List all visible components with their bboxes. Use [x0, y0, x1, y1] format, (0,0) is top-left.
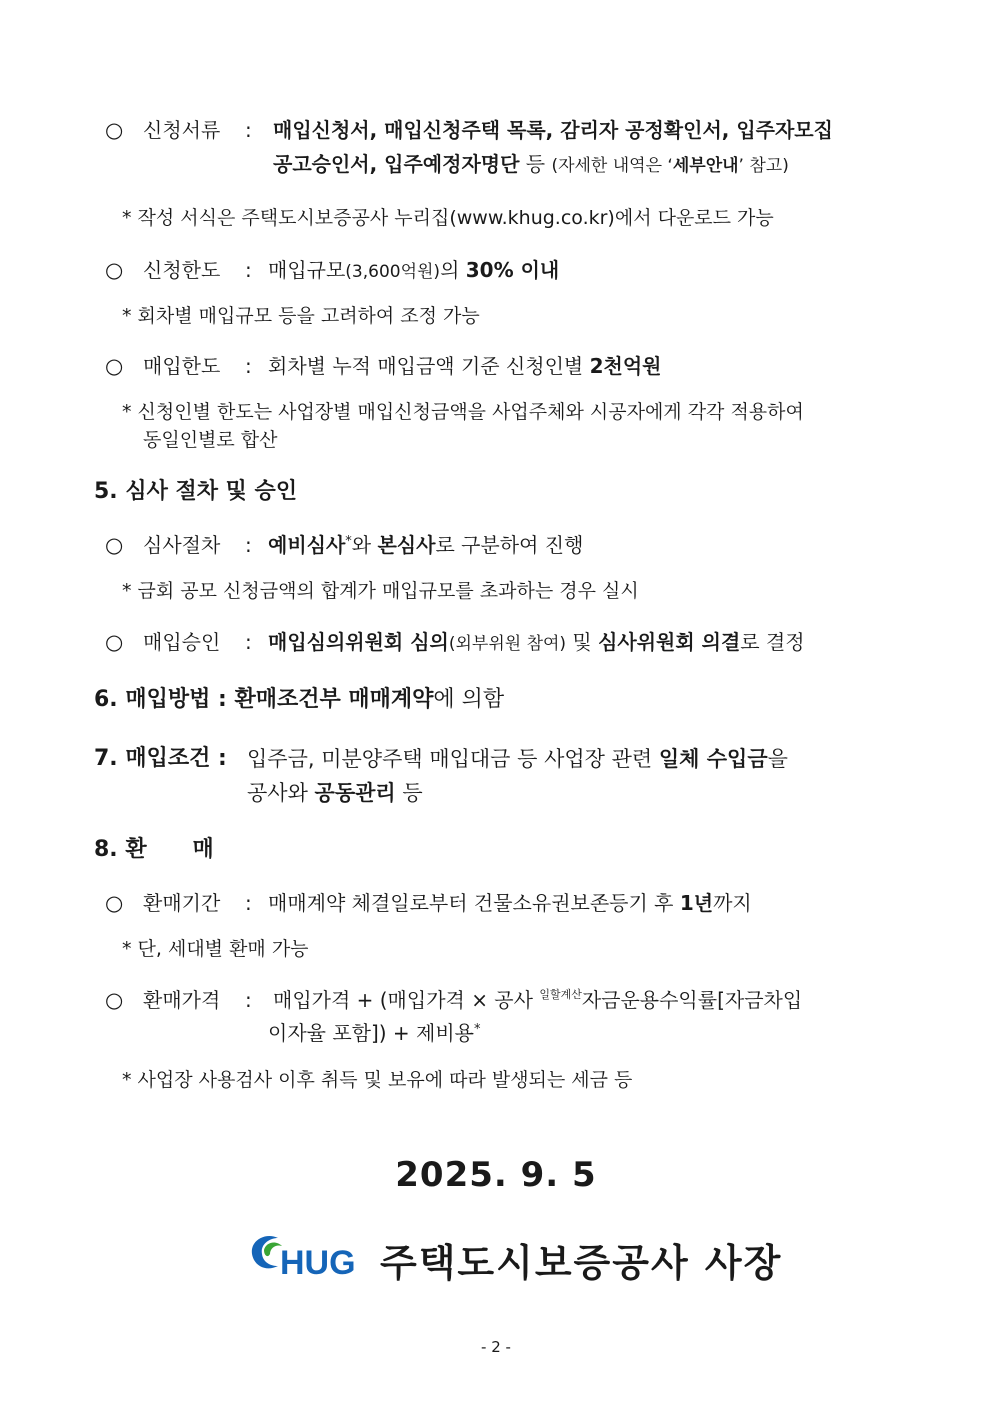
purchase-limit-value-pre: 회차별 누적 매입금액 기준 신청인별: [268, 354, 590, 378]
purchase-limit-value: [268, 352, 661, 380]
section-7-title: 7. 매입조건 :: [94, 746, 227, 771]
purchase-limit-colon: :: [245, 354, 252, 378]
limit-note: * 회차별 매입규모 등을 고려하여 조정 가능: [122, 305, 480, 327]
limit-value-paren: (3,600억원): [345, 262, 441, 282]
section-7-line1-bold: 일체 수입금: [658, 747, 768, 771]
review-label: 심사절차: [143, 533, 221, 557]
purchase-limit-value-bold: 2천억원: [589, 354, 662, 378]
purchase-limit-note-line2: 동일인별로 합산: [143, 429, 278, 451]
docs-colon: :: [245, 118, 252, 142]
purchase-limit-label: 매입한도: [143, 354, 221, 378]
price-line1: [273, 986, 802, 1018]
approval-value: [268, 628, 805, 658]
bullet-circle: ○: [105, 258, 124, 282]
section-6-heading: [94, 685, 504, 715]
section-7-line2-pre: 공사와: [247, 781, 315, 805]
purchase-limit-note-line1: * 신청인별 한도는 사업장별 매입신청금액을 사업주체와 시공자에게 각각 적용하여: [122, 401, 804, 423]
price-line2: [268, 1019, 481, 1051]
bullet-circle: ○: [105, 630, 124, 654]
bullet-circle: ○: [105, 988, 124, 1012]
price-line1-pre: 매입가격 + (매입가격 × 공사: [273, 988, 540, 1012]
hug-logo-icon: [248, 1228, 366, 1280]
limit-label: 신청한도: [143, 258, 221, 282]
price-line2-text: 이자율 포함]) + 제비용: [268, 1021, 474, 1045]
limit-value-bold: 30% 이내: [465, 258, 560, 282]
review-bold2: 본심사: [377, 533, 436, 557]
period-value-tail: 까지: [713, 891, 752, 915]
price-line2-star: *: [474, 1022, 481, 1037]
approval-paren: (외부위원 참여): [448, 634, 567, 654]
section-7-line1: [247, 745, 788, 773]
period-note: * 단, 세대별 환매 가능: [122, 938, 309, 960]
section-7-line2-tail: 등: [395, 781, 423, 805]
price-label: 환매가격: [143, 988, 221, 1012]
docs-value-line2-tail: 등: [519, 152, 546, 176]
review-star: *: [345, 534, 352, 549]
review-note: * 금회 공모 신청금액의 합계가 매입규모를 초과하는 경우 실시: [122, 580, 639, 602]
docs-value-line2-bold: 공고승인서, 입주예정자명단: [273, 152, 520, 176]
review-value: [268, 531, 583, 563]
docs-paren: (자세한 내역은 ‘: [551, 156, 673, 176]
section-7-line1-tail: 을: [767, 747, 788, 771]
bullet-circle: ○: [105, 891, 124, 915]
bullet-circle: ○: [105, 533, 124, 557]
limit-value: [268, 256, 559, 286]
section-6-title: 6. 매입방법 :: [94, 687, 227, 712]
logo-text: HUG: [280, 1244, 356, 1280]
review-mid: 와: [351, 533, 378, 557]
section-7-line2: [247, 779, 423, 807]
approval-colon: :: [245, 630, 252, 654]
document-date: 2025. 9. 5: [395, 1155, 597, 1195]
price-note: * 사업장 사용검사 이후 취득 및 보유에 따라 발생되는 세금 등: [122, 1069, 633, 1091]
section-6-bold: 환매조건부 매매계약: [234, 687, 434, 712]
docs-value-line1: 매입신청서, 매입신청주택 목록, 감리자 공정확인서, 입주자모집: [273, 118, 833, 142]
bullet-circle: ○: [105, 354, 124, 378]
bullet-circle: ○: [105, 118, 124, 142]
review-tail: 로 구분하여 진행: [435, 533, 584, 557]
limit-value-mid: 의: [440, 258, 466, 282]
docs-paren-bold: 세부안내: [672, 156, 739, 176]
approval-bold2: 심사위원회 의결: [598, 630, 741, 654]
signature-text: 주택도시보증공사 사장: [380, 1241, 783, 1285]
price-line1-sup: 일할계산: [539, 988, 582, 1001]
period-value-bold: 1년: [679, 891, 714, 915]
docs-note: * 작성 서식은 주택도시보증공사 누리집(www.khug.co.kr)에서 다운로드 가능: [122, 207, 774, 229]
price-line1-tail: 자금운용수익률[자금차입: [581, 988, 803, 1012]
section-7-line1-pre: 입주금, 미분양주택 매입대금 등 사업장 관련: [247, 747, 659, 771]
limit-value-pre: 매입규모: [268, 258, 346, 282]
page-number: - 2 -: [481, 1338, 511, 1356]
docs-label: 신청서류: [143, 118, 221, 142]
docs-paren-end: ’ 참고): [738, 156, 789, 176]
approval-label: 매입승인: [143, 630, 221, 654]
approval-bold1: 매입심의위원회 심의: [268, 630, 449, 654]
review-colon: :: [245, 533, 252, 557]
period-value: [268, 889, 752, 917]
section-5-heading: 5. 심사 절차 및 승인: [94, 479, 298, 504]
section-8-heading: 8. 환 매: [94, 837, 214, 862]
period-colon: :: [245, 891, 252, 915]
period-value-pre: 매매계약 체결일로부터 건물소유권보존등기 후: [268, 891, 680, 915]
approval-tail: 로 결정: [740, 630, 805, 654]
period-label: 환매기간: [143, 891, 221, 915]
section-6-tail: 에 의함: [433, 687, 505, 712]
review-bold1: 예비심사: [268, 533, 346, 557]
approval-mid: 및: [566, 630, 599, 654]
section-7-line2-bold: 공동관리: [314, 781, 396, 805]
price-colon: :: [245, 988, 252, 1012]
limit-colon: :: [245, 258, 252, 282]
docs-value-line2: [273, 150, 789, 180]
